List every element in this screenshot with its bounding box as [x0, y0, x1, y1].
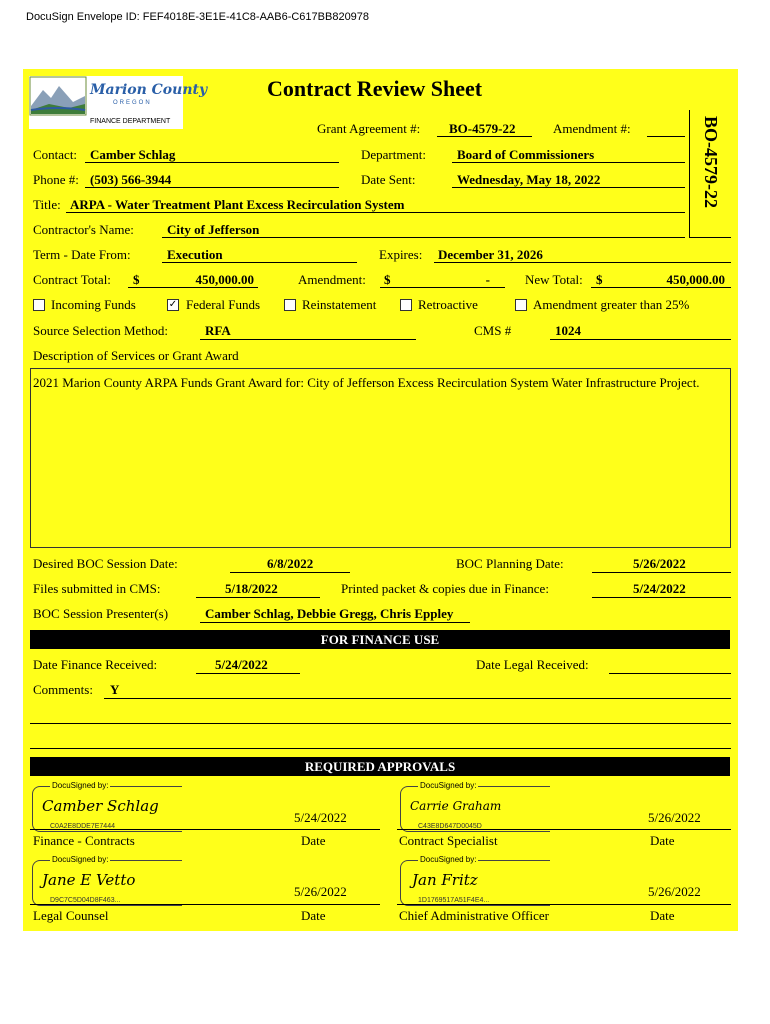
incoming-funds-checkbox[interactable]: [33, 299, 45, 311]
doc-title-label: Title:: [33, 197, 61, 212]
signature-id-legal: D9C7C5D04D8F463...: [50, 897, 121, 904]
boc-planning-line: [592, 572, 731, 573]
date-sent-line: [452, 187, 685, 188]
comments-line-2: [30, 723, 731, 724]
presenter-line: [200, 622, 470, 623]
boc-session-label: Desired BOC Session Date:: [33, 556, 178, 571]
approval-date-label-legal: Date: [301, 908, 326, 923]
grant-value: BO-4579-22: [449, 121, 516, 136]
amendment-line: [647, 136, 685, 137]
presenter-label: BOC Session Presenter(s): [33, 606, 169, 621]
amendment-total-dollar: $: [384, 272, 391, 287]
phone-value: (503) 566-3944: [90, 172, 172, 187]
phone-line: [85, 187, 339, 188]
docusigned-label: DocuSigned by:: [52, 781, 109, 790]
contract-total-value: 450,000.00: [195, 272, 254, 287]
docusigned-label: DocuSigned by:: [420, 855, 477, 864]
presenter-value: Camber Schlag, Debbie Gregg, Chris Eppley: [205, 606, 454, 621]
contractor-line: [162, 237, 685, 238]
required-approvals-header: REQUIRED APPROVALS: [30, 757, 730, 776]
comments-value: Y: [110, 682, 120, 697]
envelope-id: DocuSign Envelope ID: FEF4018E-3E1E-41C8-AAB6-C617BB820978: [26, 11, 370, 23]
approval-date-cao: 5/26/2022: [648, 884, 701, 899]
signature-id-cao: 1D1769517A51F4E4...: [418, 897, 490, 904]
contractor-label: Contractor's Name:: [33, 222, 134, 237]
approval-line-cao: [397, 904, 731, 905]
printed-packet-line: [592, 597, 731, 598]
amendment-total-line: [380, 287, 505, 288]
approval-date-finance: 5/24/2022: [294, 810, 347, 825]
approval-role-legal: Legal Counsel: [33, 908, 109, 923]
signature-finance: Camber Schlag: [42, 797, 159, 815]
docusigned-label: DocuSigned by:: [52, 855, 109, 864]
cms-label: CMS #: [474, 323, 512, 338]
signature-specialist: Carrie Graham: [410, 799, 502, 813]
docusigned-label: DocuSigned by:: [420, 781, 477, 790]
incoming-funds-label: Incoming Funds: [51, 297, 136, 312]
approval-date-label-cao: Date: [650, 908, 675, 923]
federal-funds-checkbox[interactable]: ✓: [168, 299, 178, 310]
source-selection-label: Source Selection Method:: [33, 323, 169, 338]
phone-label: Phone #:: [33, 172, 79, 187]
expires-value: December 31, 2026: [438, 247, 543, 262]
approval-date-label-finance: Date: [301, 833, 326, 848]
grant-line: [437, 136, 532, 137]
new-total-dollar: $: [596, 272, 603, 287]
contact-line: [85, 162, 339, 163]
term-line: [162, 262, 357, 263]
finance-received-label: Date Finance Received:: [33, 657, 158, 672]
approval-line-finance: [30, 829, 380, 830]
grant-label: Grant Agreement #:: [317, 121, 421, 136]
files-cms-line: [196, 597, 320, 598]
comments-line-3: [30, 748, 731, 749]
boc-session-value: 6/8/2022: [267, 556, 314, 571]
department-label: Department:: [361, 147, 426, 162]
approval-date-legal: 5/26/2022: [294, 884, 347, 899]
files-cms-value: 5/18/2022: [225, 581, 278, 596]
boc-planning-value: 5/26/2022: [633, 556, 686, 571]
expires-label: Expires:: [379, 247, 423, 262]
amendment-label: Amendment #:: [553, 121, 631, 136]
marion-county-logo: [29, 76, 208, 129]
source-selection-value: RFA: [205, 323, 231, 338]
doc-title-value: ARPA - Water Treatment Plant Excess Recirculation System: [70, 197, 405, 212]
expires-line: [434, 262, 731, 263]
amendment-total-value: -: [485, 272, 490, 287]
amendment-25-checkbox[interactable]: [515, 299, 527, 311]
approval-line-specialist: [397, 829, 731, 830]
legal-received-line: [609, 673, 731, 674]
retroactive-label: Retroactive: [418, 297, 478, 312]
signature-legal: Jane E Vetto: [42, 871, 136, 889]
reinstatement-checkbox[interactable]: [284, 299, 296, 311]
approval-line-legal: [30, 904, 380, 905]
files-cms-label: Files submitted in CMS:: [33, 581, 161, 596]
logo-state: OREGON: [113, 100, 152, 106]
description-box[interactable]: 2021 Marion County ARPA Funds Grant Award for: City of Jefferson Excess Recirculation System Water Infrastructure Project.: [30, 368, 731, 548]
retroactive-checkbox[interactable]: [400, 299, 412, 311]
approval-role-specialist: Contract Specialist: [399, 833, 498, 848]
date-sent-value: Wednesday, May 18, 2022: [457, 172, 601, 187]
term-label: Term - Date From:: [33, 247, 131, 262]
page-title: Contract Review Sheet: [267, 76, 483, 101]
cms-line: [550, 339, 731, 340]
signature-cao: Jan Fritz: [412, 871, 478, 889]
cms-value: 1024: [555, 323, 581, 338]
contract-total-label: Contract Total:: [33, 272, 111, 287]
contractor-value: City of Jefferson: [167, 222, 260, 237]
boc-session-line: [230, 572, 350, 573]
boc-planning-label: BOC Planning Date:: [456, 556, 564, 571]
amendment-total-label: Amendment:: [298, 272, 366, 287]
signature-id-specialist: C43E8D647D0045D: [418, 823, 482, 830]
department-value: Board of Commissioners: [457, 147, 595, 162]
new-total-value: 450,000.00: [666, 272, 725, 287]
contract-total-line: [128, 287, 258, 288]
approval-role-cao: Chief Administrative Officer: [399, 908, 549, 923]
finance-received-value: 5/24/2022: [215, 657, 268, 672]
contact-label: Contact:: [33, 147, 78, 162]
finance-use-header: FOR FINANCE USE: [30, 630, 730, 649]
department-line: [452, 162, 685, 163]
federal-funds-label: Federal Funds: [186, 297, 261, 312]
printed-packet-label: Printed packet & copies due in Finance:: [341, 581, 549, 596]
doc-title-line: [66, 212, 685, 213]
description-label: Description of Services or Grant Award: [33, 348, 239, 363]
approval-date-specialist: 5/26/2022: [648, 810, 701, 825]
contact-value: Camber Schlag: [90, 147, 176, 162]
printed-packet-value: 5/24/2022: [633, 581, 686, 596]
side-id-box: [689, 110, 731, 238]
new-total-line: [591, 287, 731, 288]
approval-role-finance: Finance - Contracts: [33, 833, 135, 848]
logo-dept: FINANCE DEPARTMENT: [90, 118, 171, 125]
finance-received-line: [196, 673, 300, 674]
amendment-25-label: Amendment greater than 25%: [533, 297, 690, 312]
approval-date-label-specialist: Date: [650, 833, 675, 848]
signature-id-finance: C0A2E8DDE7E7444: [50, 823, 115, 830]
new-total-label: New Total:: [525, 272, 583, 287]
term-value: Execution: [167, 247, 223, 262]
contract-total-dollar: $: [133, 272, 140, 287]
source-selection-line: [200, 339, 416, 340]
reinstatement-label: Reinstatement: [302, 297, 377, 312]
logo-name: Marion County: [90, 82, 208, 98]
comments-label: Comments:: [33, 682, 93, 697]
side-id: BO-4579-22: [701, 116, 721, 208]
date-sent-label: Date Sent:: [361, 172, 416, 187]
comments-line-1: [104, 698, 731, 699]
legal-received-label: Date Legal Received:: [476, 657, 589, 672]
